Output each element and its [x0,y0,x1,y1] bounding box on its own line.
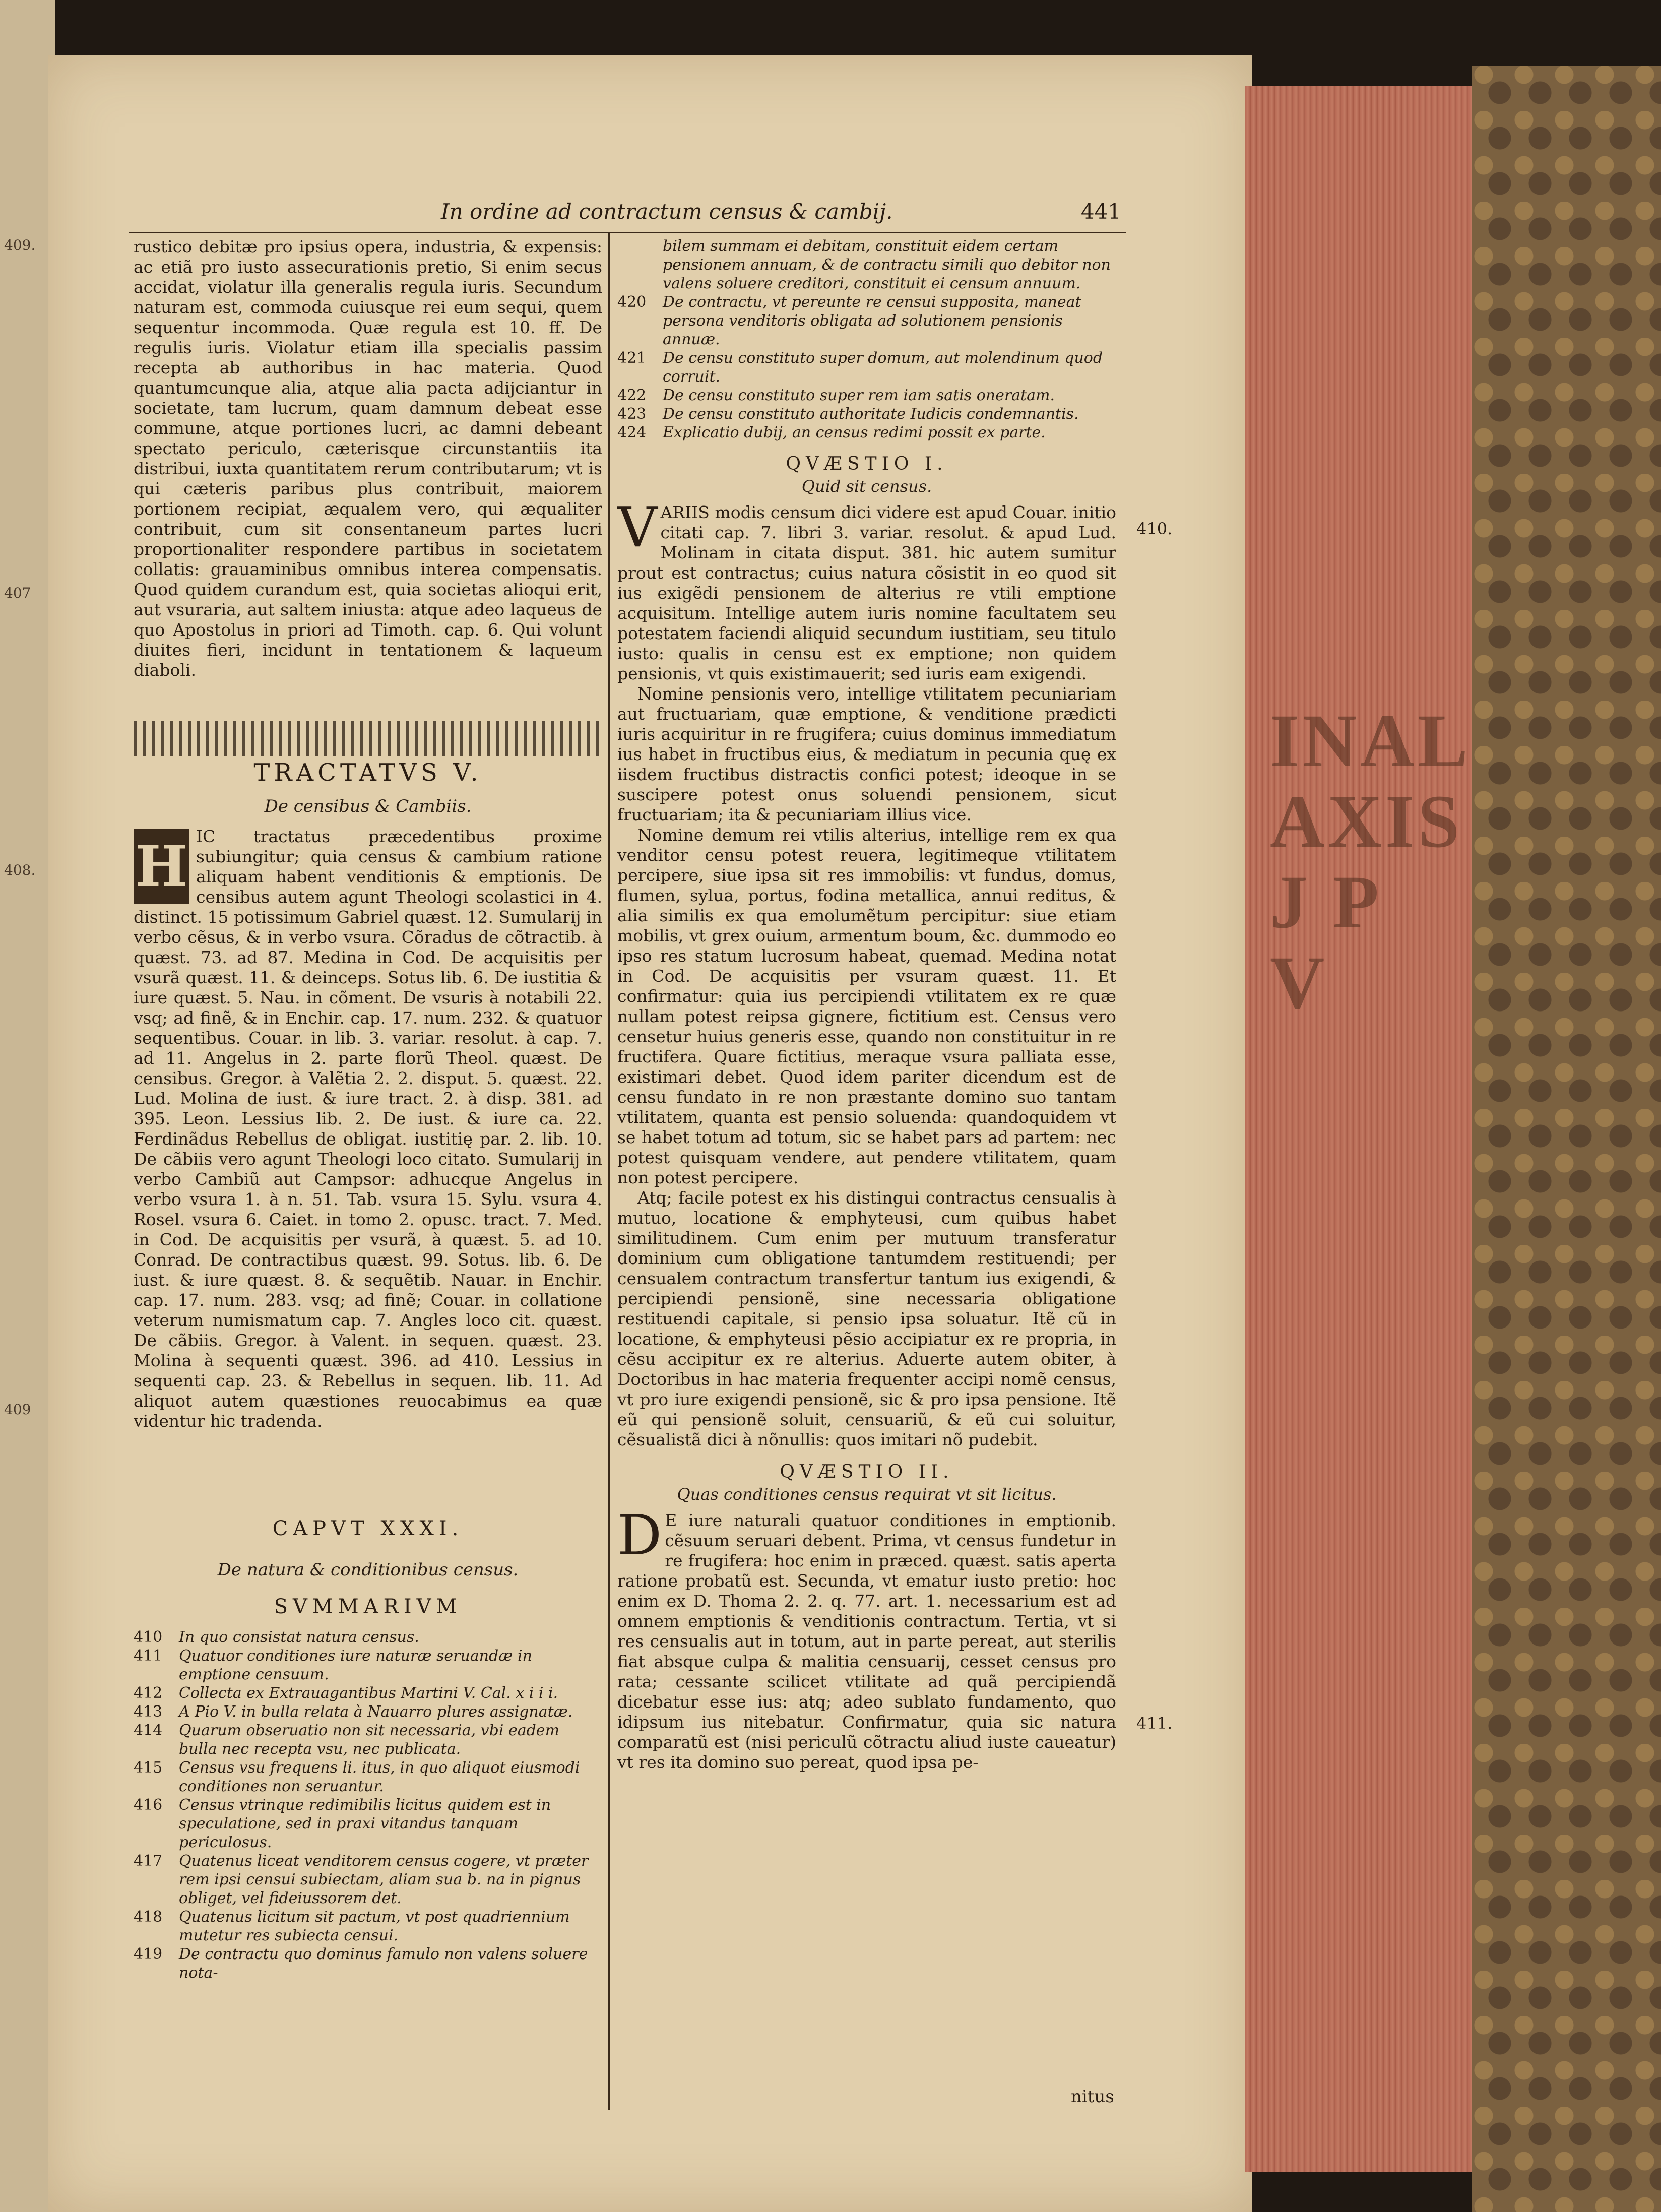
summary-item: 410 In quo consistat natura census. [134,1628,419,1646]
question-1-paragraph: VARIIS modis censum dici videre est apud Couar. initio citati cap. 7. libri 3. variar. resolut. & apud Lud. Molinam in citata disput. 381. hic autem sumitur prout est contractus; cuius natura cõsistit in eo quod sit ius exigẽdi pensionem de alterius re vtili emptione acquisitum. Intellige autem iuris nomine facultatem seu potestatem faciendi aliquid secundum iustitiam, seu titulo iusto: qualis in censu est ex emptione; non quidem pensionis, vt quis existimauerit; sed iuris eam exigendi. [617,495,1116,683]
running-title: In ordine ad contractum census & cambij. [441,199,893,224]
header-rule [129,232,1126,233]
tractatus-paragraph: IC tractatus præcedentibus proxime subiungitur; quia census & cambium ratione aliquam habent venditionis & emptionis. De censibus autem agunt Theologi scolastici in 4. distinct. 15 potissimum Gabriel quæst. 12. Sumularij in verbo cẽsus, & in verbo vsura. Cõradus de cõtractib. à quæst. 73. ad 87. Medina in Cod. De acquisitis per vsurã quæst. 11. & deinceps. Sotus lib. 6. De iustitia & iure quæst. 5. Nau. in cõment. De vsuris à notabili 22. vsq; ad finẽ, & in Enchir. cap. 17. num. 232. & quatuor sequentibus. Couar. in lib. 3. variar. resolut. à cap. 7. ad 11. Angelus in 2. parte florũ Theol. quæst. De censibus. Gregor. à Valẽtia 2. 2. disput. 5. quæst. 22. Lud. Molina de iust. & iure tract. 2. à disp. 381. ad 395. Leon. Lessius lib. 2. De iust. & iure ca. 22. Ferdinãdus Rebellus de obligat. iustitię par. 2. lib. 10. De cãbiis vero agunt Theologi loco citato. Sumularij in verbo Cambiũ aut Campsor: adhucque Angelus in verbo vsura 1. à n. 51. Tab. vsura 15. Sylu. vsura 4. Rosel. vsura 6. Caiet. in tomo 2. opusc. tract. 7. Med. in Cod. De acquisitis per vsurã, à quæst. 5. ad 10. Conrad. De contractibus quæst. 99. Sotus. lib. 6. De iust. & iure quæst. 8. & sequẽtib. Nauar. in Enchir. cap. 17. num. 283. vsq; ad finẽ; Couar. in collatione veterum numismatum cap. 7. Angles loco cit. quæst. De cãbiis. Gregor. à Valent. in sequen. quæst. 23. Molina à sequenti quæst. 396. ad 410. Lessius in sequenti cap. 23. & Rebellus in sequen. lib. 11. Ad aliquot autem quæstiones reuocabimus ea quæ videntur hic tradenda. [134,827,602,1431]
decorated-initial: H [134,829,189,904]
tractatus-title: TRACTATVS V. [253,759,482,787]
question-1-title: QVÆSTIO I. [786,454,948,474]
question-1-subtitle: Quid sit census. [801,477,932,496]
summary-item: 424 Explicatio dubij, an census redimi possit ex parte. [617,424,1046,441]
tractatus-body [134,827,602,1502]
column-rule [608,233,610,2110]
summarium-heading: SVMMARIVM [274,1595,462,1618]
left-margin-note: 409 [4,1401,31,1418]
summarium-list [134,1628,602,2112]
initial-letter: D [617,1503,662,1567]
tractatus-subtitle: De censibus & Cambiis. [264,796,472,816]
caput-subtitle: De natura & conditionibus census. [217,1560,519,1580]
question-1-paragraph: Nomine demum rei vtilis alterius, intellige rem ex qua venditor censu potest reuera, legitimeque vtilitatem percipere, siue ipsa sit res immobilis: vt fundus, domus, flumen, sylua, portus, fodina metallica, annui reditus, & alia similis ex qua emolumẽtum percipitur: siue etiam mobilis, vt grex ouium, armentum boum, &c. dummodo eo ipso res statum lucrosum habeat, quemad. Medina notat in Cod. De acquisitis per vsuram quæst. 11. Et confirmatur: quia ius percipiendi vtilitatem ex re quæ nullam potest reipsa gignere, fictitium est. Census vero censetur huius generis esse, quando non constituitur in re fructifera. Quare fictitius, meraque vsura palliata esse, existimari debet. Quod idem pariter dicendum est de censu fundato in re non præstante domino suo tantam vtilitatem, quanta est pensio soluenda: quandoquidem vt se habet totum ad totum, sic se habet pars ad partem: nec potest quisquam vendere, aut pendere vtilitatem, quam non potest percipere. [617,825,1116,1187]
page-number: 441 [1080,199,1121,224]
summarium-continued [617,237,1116,442]
left-margin-note: 408. [4,862,36,878]
right-margin-note: 411. [1136,1714,1173,1733]
catchword: nitus [1071,2087,1114,2107]
summary-item: 416 Census vtrinque redimibilis licitus quidem est in speculatione, sed in praxi vitandus tanquam periculosus. [134,1796,551,1851]
summary-item: 421 De censu constituto super domum, aut molendinum quod corruit. [617,349,1103,386]
left-column-intro [134,237,602,711]
summary-item: 423 De censu constituto authoritate Iudicis condemnantis. [617,405,1079,423]
summary-item: 412 Collecta ex Extrauagantibus Martini V. Cal. x i i i. [134,1684,558,1702]
summary-item: 422 De censu constituto super rem iam satis oneratam. [617,387,1055,404]
right-column [617,237,1116,2102]
summary-item: 418 Quatenus licitum sit pactum, vt post quadriennium mutetur res subiecta censui. [134,1908,570,1944]
left-margin-note: 407 [4,585,31,601]
spine-label-stamp: INAL AXIS J P V [1270,699,1472,1025]
initial-letter: V [617,495,658,559]
question-2-title: QVÆSTIO II. [780,1462,954,1482]
question-1-paragraph: Nomine pensionis vero, intellige vtilitatem pecuniariam aut fructuariam, quæ emptione, & venditione prædicti iuris acquiritur in re frugifera; cuius dominus immediatum ius habet in fructibus eius, & mediatum in pecunia quę ex iisdem fructibus distractis confici potest; ideoque in se suscipere potest onus soluendi pensionem, sicut fructuariam; ita & pecuniariam illius vice. [617,684,1116,825]
summary-item: 415 Census vsu frequens li. itus, in quo aliquot eiusmodi conditiones non seruantur. [134,1759,580,1795]
summary-item: 417 Quatenus liceat venditorem census cogere, vt præter rem ipsi censui subiectam, aliam sua b. na in pignus obliget, vel fideiussorem det. [134,1852,589,1907]
page-header [441,199,1121,229]
book-page [48,55,1252,2212]
marbled-board [1472,66,1661,2212]
summary-item: 419 De contractu quo dominus famulo non valens soluere nota- [134,1945,588,1982]
intro-paragraph: rustico debitæ pro ipsius opera, industria, & expensis: ac etiã pro iusto assecurationis pretio, Si enim secus accidat, violatur illa generalis regula iuris. Secundum naturam est, commoda cuiusque rei eum sequi, quem sequentur incommoda. Quæ regula est 10. ff. De regulis iuris. Violatur etiam illa specialis passim recepta ab authoribus in hac materia. Quod quantumcunque alia, atque alia pacta adijciantur in societate, tam lucrum, quam damnum debeat esse commune, atque portiones lucri, ac damni debeant spectato periculo, cæterisque circunstantiis ita distribui, iuxta quantitatem rerum contributarum; vt is qui cæteris paribus plus contribuit, maiorem portionem recipiat, æqualem vero, qui æqualiter contribuit, cum sit consentaneum partes lucri proportionaliter respondere partibus in societatem collatis: grauaminibus omnibus interea compensatis. Quod quidem curandum est, quia societas alioqui erit, aut vsuraria, aut saltem iniusta: atque adeo laqueus de quo Apostolus in priori ad Timoth. cap. 6. Qui volunt diuites fieri, incidunt in tentationem & laqueum diaboli. [134,237,602,680]
caput-heading: CAPVT XXXI. [272,1517,464,1540]
question-2-paragraph: D E iure naturali quatuor conditiones in emptionib. cẽsuum seruari debent. Prima, vt census fundetur in re frugifera: hoc enim in præced. quæst. satis aperta ratione probatũ est. Secunda, vt ematur iusto pretio: hoc enim ex D. Thoma 2. 2. q. 77. art. 1. necessarium est ad omnem emptionis & venditionis contractum. Tertia, vt si res censualis aut in totum, aut in parte pereat, aut sterilis fiat absque culpa & malitia censuarij, cesset census pro rata; cessante scilicet vtilitate ad quã percipiendã dicebatur esse ius: atq; adeo sublato fundamento, quo idipsum ius nitebatur. Confirmatur, quia sic natura comparatũ est (nisi periculũ cõtractu aliud iuste caueatur) vt res ita domino suo pereat, quod ipsa pe- [617,1503,1116,1772]
question-2-subtitle: Quas conditiones census requirat vt sit licitus. [677,1485,1057,1504]
ornament-band [134,721,602,756]
left-margin-note: 409. [4,237,36,254]
page-fore-edge [1245,86,1477,2172]
question-1-paragraph: Atq; facile potest ex his distingui contractus censualis à mutuo, locatione & emphyteusi, cum quibus habet similitudinem. Cum enim per mutuum transferatur dominium cum obligatione tantumdem restituendi; per censualem contractum transfertur tantum ius exigendi, & percipiendi pensionẽ, sine necessaria obligatione restituendi capitale, si pensio ipsa soluatur. Itẽ cũ in locatione, & emphyteusi pẽsio accipiatur ex re propria, in cẽsu accipitur ex re alterius. Aduerte autem obiter, à Doctoribus in hac materia frequenter accipi nomẽ census, vt pro iure exigendi pensionẽ, sic & pro ipsa pensione. Itẽ eũ qui pensionẽ soluit, censuariũ, & eũ cui soluitur, cẽsualistã dici à nõnullis: quos imitari nõ pudebit. [617,1188,1116,1449]
summary-item: 413 A Pio V. in bulla relata à Nauarro plures assignatæ. [134,1703,573,1721]
summary-item: 420 De contractu, vt pereunte re censui supposita, maneat persona venditoris obligata ad solutionem pensionis annuæ. [617,293,1081,348]
summary-item: 411 Quatuor conditiones iure naturæ seruandæ in emptione censuum. [134,1647,532,1683]
previous-page-edge [0,0,55,2212]
summary-item: bilem summam ei debitam, constituit eidem certam pensionem annuam, & de contractu simili quo debitor non valens soluere creditori, constituit ei censum annuum. [663,237,1111,292]
right-margin-note: 410. [1136,519,1173,538]
summary-item: 414 Quarum obseruatio non sit necessaria, vbi eadem bulla nec recepta vsu, nec publicata. [134,1722,560,1758]
